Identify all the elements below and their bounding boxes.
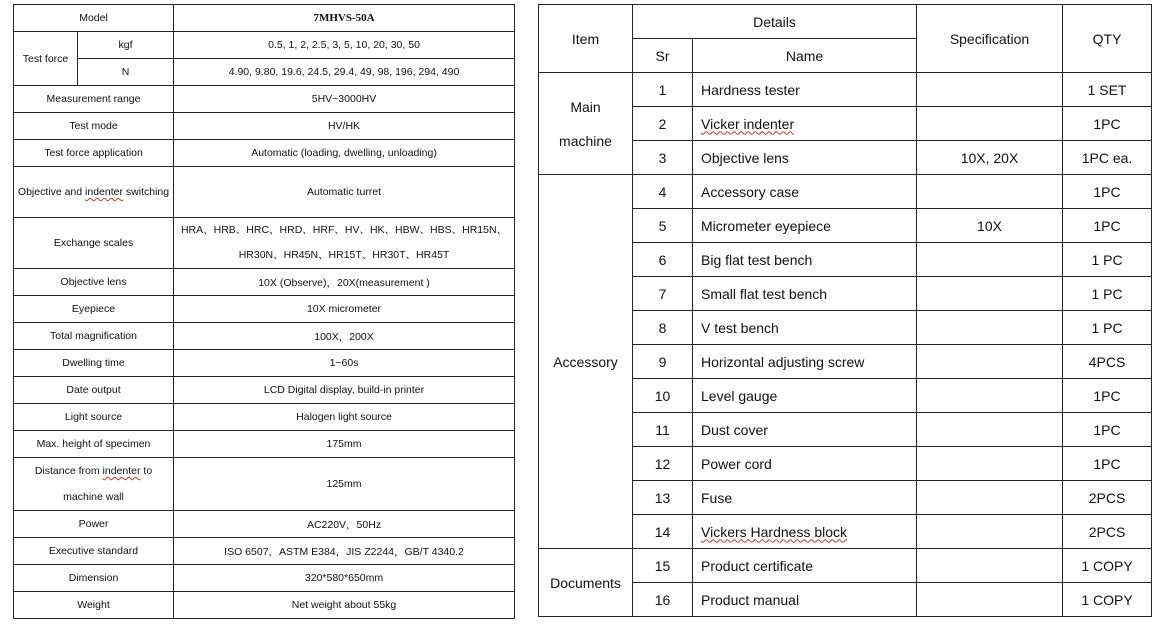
header-name: Name xyxy=(693,39,917,73)
spec-label: Power xyxy=(14,511,174,538)
spec-row xyxy=(14,86,515,113)
spec-row-test-force-n xyxy=(14,59,515,86)
name-cell xyxy=(693,107,917,141)
header-qty: QTY xyxy=(1063,5,1152,73)
name-text: Vicker indenter xyxy=(701,115,795,132)
name-cell: Horizontal adjusting screw xyxy=(693,345,917,379)
label-part: Objective and xyxy=(17,186,86,198)
spec-value: 100X，200X xyxy=(174,323,515,350)
name-cell: Level gauge xyxy=(693,379,917,413)
spec-label: Dwelling time xyxy=(14,350,174,377)
spec-value: Automatic (loading, dwelling, unloading) xyxy=(174,140,515,167)
spec-label: Dimension xyxy=(14,565,174,592)
name-cell: Accessory case xyxy=(693,175,917,209)
spec-value: 125mm xyxy=(174,458,515,511)
qty-cell: 1 PC xyxy=(1063,243,1152,277)
sr-cell: 14 xyxy=(633,515,693,549)
qty-cell: 1PC ea. xyxy=(1063,141,1152,175)
spec-cell xyxy=(917,73,1063,107)
spec-value: AC220V，50Hz xyxy=(174,511,515,538)
table-row xyxy=(539,73,1152,107)
name-cell: Dust cover xyxy=(693,413,917,447)
qty-cell: 1PC xyxy=(1063,209,1152,243)
spec-value: 1~60s xyxy=(174,350,515,377)
qty-cell: 1PC xyxy=(1063,447,1152,481)
spec-label: Test force application xyxy=(14,140,174,167)
spec-row xyxy=(14,113,515,140)
name-cell: Small flat test bench xyxy=(693,277,917,311)
name-cell: Fuse xyxy=(693,481,917,515)
qty-cell: 2PCS xyxy=(1063,515,1152,549)
label-part: switching xyxy=(122,186,170,198)
qty-cell: 1 COPY xyxy=(1063,549,1152,583)
name-cell xyxy=(693,515,917,549)
qty-cell: 1PC xyxy=(1063,107,1152,141)
label-part: indenter xyxy=(85,186,123,198)
qty-cell: 2PCS xyxy=(1063,481,1152,515)
sr-cell: 10 xyxy=(633,379,693,413)
spec-cell xyxy=(917,277,1063,311)
name-cell: V test bench xyxy=(693,311,917,345)
table-row xyxy=(539,549,1152,583)
qty-cell: 1 PC xyxy=(1063,311,1152,345)
spec-label: Objective lens xyxy=(14,269,174,296)
label-part: indenter xyxy=(102,465,141,477)
sr-cell: 6 xyxy=(633,243,693,277)
spec-row-exchange-scales xyxy=(14,218,515,269)
parts-list-table xyxy=(538,4,1152,617)
spec-value: 320*580*650mm xyxy=(174,565,515,592)
spec-row-test-force-kgf xyxy=(14,32,515,59)
group-accessory: Accessory xyxy=(539,175,633,549)
sr-cell: 15 xyxy=(633,549,693,583)
table-row xyxy=(539,175,1152,209)
qty-cell: 1PC xyxy=(1063,175,1152,209)
spec-row xyxy=(14,140,515,167)
sr-cell: 1 xyxy=(633,73,693,107)
qty-cell: 1 COPY xyxy=(1063,583,1152,617)
spec-cell xyxy=(917,481,1063,515)
spec-label: Weight xyxy=(14,592,174,619)
name-cell: Micrometer eyepiece xyxy=(693,209,917,243)
spec-label: Date output xyxy=(14,377,174,404)
spec-label: Model xyxy=(14,5,174,32)
spec-row xyxy=(14,511,515,538)
spec-row-objective-switching xyxy=(14,167,515,218)
sr-cell: 5 xyxy=(633,209,693,243)
header-specification: Specification xyxy=(917,5,1063,73)
spec-value: Net weight about 55kg xyxy=(174,592,515,619)
spec-row xyxy=(14,350,515,377)
spec-row xyxy=(14,269,515,296)
spec-label: Test mode xyxy=(14,113,174,140)
spec-row-distance xyxy=(14,458,515,511)
header-details: Details xyxy=(633,5,917,39)
name-cell: Power cord xyxy=(693,447,917,481)
name-cell: Product certificate xyxy=(693,549,917,583)
spec-value: 4.90, 9.80, 19.6, 24.5, 29.4, 49, 98, 196, 294, 490 xyxy=(174,59,515,86)
spec-row xyxy=(14,592,515,619)
header-sr: Sr xyxy=(633,39,693,73)
spec-cell: 10X xyxy=(917,209,1063,243)
sr-cell: 8 xyxy=(633,311,693,345)
spec-row xyxy=(14,565,515,592)
spec-label: Exchange scales xyxy=(14,218,174,269)
spec-value: 175mm xyxy=(174,431,515,458)
spec-value: 10X (Observe)，20X(measurement ) xyxy=(174,269,515,296)
sr-cell: 7 xyxy=(633,277,693,311)
name-text: Vickers Hardness block xyxy=(701,523,848,540)
label-part: to machine wall xyxy=(63,465,153,503)
spec-label: Measurement range xyxy=(14,86,174,113)
name-cell: Product manual xyxy=(693,583,917,617)
spec-row xyxy=(14,323,515,350)
name-cell: Objective lens xyxy=(693,141,917,175)
spec-label: Total magnification xyxy=(14,323,174,350)
qty-cell: 1PC xyxy=(1063,379,1152,413)
group-documents: Documents xyxy=(539,549,633,617)
sr-cell: 11 xyxy=(633,413,693,447)
header-row xyxy=(539,5,1152,39)
sr-cell: 12 xyxy=(633,447,693,481)
unit-label: N xyxy=(78,59,174,86)
sr-cell: 16 xyxy=(633,583,693,617)
qty-cell: 1 PC xyxy=(1063,277,1152,311)
spec-label: Test force xyxy=(14,32,78,86)
spec-label: Eyepiece xyxy=(14,296,174,323)
spec-label: Executive standard xyxy=(14,538,174,565)
spec-cell xyxy=(917,345,1063,379)
spec-value: HRA、HRB、HRC、HRD、HRF、HV、HK、HBW、HBS、HR15N、HR30N、HR45N、HR15T、HR30T、HR45T xyxy=(174,218,515,269)
unit-label: kgf xyxy=(78,32,174,59)
spec-cell xyxy=(917,447,1063,481)
name-cell: Hardness tester xyxy=(693,73,917,107)
spec-value: ISO 6507，ASTM E384，JIS Z2244，GB/T 4340.2 xyxy=(174,538,515,565)
qty-cell: 1 SET xyxy=(1063,73,1152,107)
spec-value: HV/HK xyxy=(174,113,515,140)
spec-cell xyxy=(917,413,1063,447)
sr-cell: 4 xyxy=(633,175,693,209)
spec-cell xyxy=(917,311,1063,345)
qty-cell: 4PCS xyxy=(1063,345,1152,379)
spec-label: Max. height of specimen xyxy=(14,431,174,458)
spec-cell: 10X, 20X xyxy=(917,141,1063,175)
spec-cell xyxy=(917,379,1063,413)
spec-row xyxy=(14,431,515,458)
sr-cell: 3 xyxy=(633,141,693,175)
label-part: Distance from xyxy=(34,465,103,477)
spec-cell xyxy=(917,175,1063,209)
spec-value: 5HV~3000HV xyxy=(174,86,515,113)
spec-value: LCD Digital display, build-in printer xyxy=(174,377,515,404)
spec-label xyxy=(14,167,174,218)
spec-cell xyxy=(917,549,1063,583)
sr-cell: 9 xyxy=(633,345,693,379)
spec-cell xyxy=(917,583,1063,617)
spec-row xyxy=(14,296,515,323)
spec-cell xyxy=(917,515,1063,549)
name-cell: Big flat test bench xyxy=(693,243,917,277)
model-value: 7MHVS-50A xyxy=(174,5,515,32)
sr-cell: 13 xyxy=(633,481,693,515)
spec-cell xyxy=(917,107,1063,141)
spec-label: Light source xyxy=(14,404,174,431)
spec-value: Halogen light source xyxy=(174,404,515,431)
spec-row xyxy=(14,377,515,404)
qty-cell: 1PC xyxy=(1063,413,1152,447)
sr-cell: 2 xyxy=(633,107,693,141)
specification-table xyxy=(13,4,515,619)
group-main-machine: Main machine xyxy=(539,73,633,175)
spec-label xyxy=(14,458,174,511)
header-item: Item xyxy=(539,5,633,73)
spec-row xyxy=(14,404,515,431)
spec-row-model xyxy=(14,5,515,32)
spec-value: Automatic turret xyxy=(174,167,515,218)
spec-value: 0.5, 1, 2, 2.5, 3, 5, 10, 20, 30, 50 xyxy=(174,32,515,59)
spec-cell xyxy=(917,243,1063,277)
spec-row xyxy=(14,538,515,565)
spec-value: 10X micrometer xyxy=(174,296,515,323)
